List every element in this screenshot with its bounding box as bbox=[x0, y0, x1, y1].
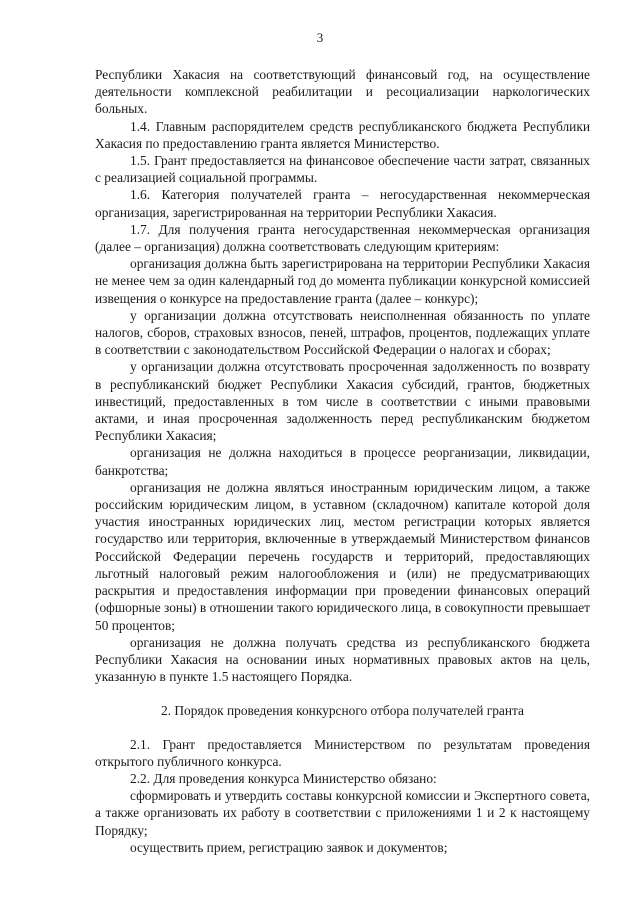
criterion-registration: организация должна быть зарегистрирована на территории Республики Хакасия не менее чем за один календарный год до момента публикации конкурсной комиссией извещения о конкурсе на предоставление гранта (далее – конкурс); bbox=[95, 256, 590, 306]
criterion-no-other-funding: организация не должна получать средства из республиканского бюджета Республики Хакасия на основании иных нормативных правовых актов на цель, указанную в пункте 1.5 настоящего Порядка. bbox=[95, 634, 590, 685]
paragraph-2-1: 2.1. Грант предоставляется Министерством по результатам проведения открытого публичного конкурса. bbox=[95, 736, 590, 769]
criterion-no-reorganization: организация не должна находиться в процессе реорганизации, ликвидации, банкротства; bbox=[95, 445, 590, 478]
paragraph-1-7: 1.7. Для получения гранта негосударственная некоммерческая организация (далее – организация) должна соответствовать следующим критериям: bbox=[95, 221, 590, 255]
paragraph-1-5: 1.5. Грант предоставляется на финансовое обеспечение части затрат, связанных с реализацией социальной программы. bbox=[95, 153, 590, 186]
section-heading: 2. Порядок проведения конкурсного отбора получателей гранта bbox=[161, 703, 524, 719]
paragraph-1-6: 1.6. Категория получателей гранта – негосударственная некоммерческая организация, зарегистрированная на территории Республики Хакасия. bbox=[95, 187, 590, 220]
criterion-no-tax-debt: у организации должна отсутствовать неисполненная обязанность по уплате налогов, сборов, страховых взносов, пеней, штрафов, процентов, подлежащих уплате в соответствии с законодательством Российской Федерации о налогах и сборах; bbox=[95, 307, 590, 358]
duty-form-commission: сформировать и утвердить составы конкурсной комиссии и Экспертного совета, а также организовать их работу в соответствии с приложениями 1 и 2 к настоящему Порядку; bbox=[95, 788, 590, 838]
criterion-no-budget-debt: у организации должна отсутствовать просроченная задолженность по возврату в республиканский бюджет Республики Хакасия субсидий, грантов, бюджетных инвестиций, предоставленных в том числе в соответствии с иными правовыми актами, и иная просроченная задолженность перед республиканским бюджетом Республики Хакасия; bbox=[95, 359, 590, 444]
document-body bbox=[95, 66, 590, 856]
paragraph-continuation: Республики Хакасия на соответствующий финансовый год, на осуществление деятельности комплексной реабилитации и ресоциализации наркологических больных. bbox=[95, 67, 590, 117]
paragraph-1-4: 1.4. Главным распорядителем средств республиканского бюджета Республики Хакасия по предоставлению гранта является Министерство. bbox=[95, 118, 590, 151]
criterion-not-foreign-entity: организация не должна являться иностранным юридическим лицом, а также российским юридическим лицом, в уставном (складочном) капитале которой доля участия иностранных юридических лиц, местом регистрации которых является государство или территория, включенные в утверждаемый Министерством финансов Российской Федерации перечень государств и территорий, предоставляющих льготный налоговый режим налогообложения и (или) не предусматривающих раскрытия и предоставления информации при проведении финансовых операций (офшорные зоны) в отношении такого юридического лица, в совокупности превышает 50 процентов; bbox=[95, 479, 590, 633]
duty-accept-applications: осуществить прием, регистрацию заявок и документов; bbox=[130, 839, 448, 855]
paragraph-2-2: 2.2. Для проведения конкурса Министерство обязано: bbox=[130, 770, 437, 786]
page-number: 3 bbox=[316, 30, 324, 45]
